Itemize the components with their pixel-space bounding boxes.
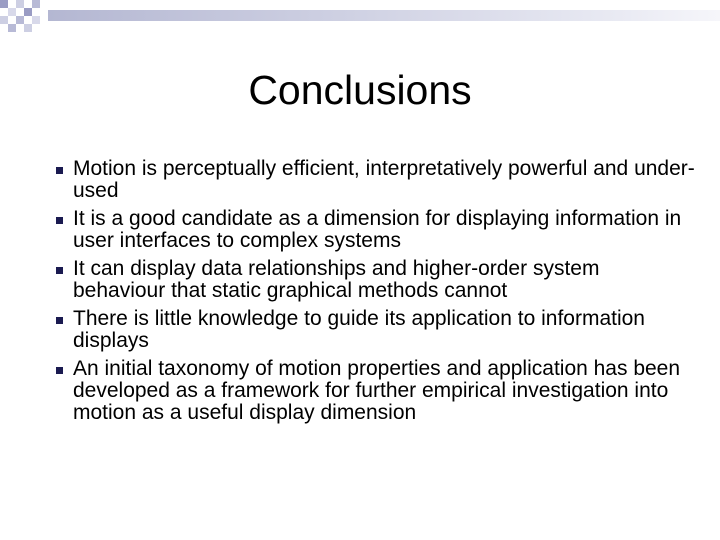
bullet-text: It is a good candidate as a dimension for displaying information in user interfaces to complex systems <box>73 207 682 252</box>
slide-title: Conclusions <box>248 67 472 113</box>
bullet-item <box>56 358 696 424</box>
gradient-strip <box>48 10 720 21</box>
band-square <box>8 8 16 16</box>
band-square <box>32 0 40 8</box>
square-bullet-icon <box>56 167 63 174</box>
bullet-text: An initial taxonomy of motion properties and application has been developed as a framework for further empirical investigation into motion as a useful display dimension <box>73 357 681 424</box>
band-square <box>16 0 24 8</box>
square-bullet-icon <box>56 367 63 374</box>
band-square <box>24 8 32 16</box>
band-square <box>16 16 24 24</box>
bullet-list <box>56 158 696 430</box>
band-square <box>24 24 32 32</box>
decorative-header-band <box>0 0 720 40</box>
bullet-text: There is little knowledge to guide its application to information displays <box>73 307 645 352</box>
bullet-item <box>56 258 696 302</box>
square-bullet-icon <box>56 217 63 224</box>
band-square <box>8 24 16 32</box>
square-bullet-icon <box>56 267 63 274</box>
band-square <box>32 16 40 24</box>
band-square <box>0 0 8 8</box>
bullet-item <box>56 158 696 202</box>
bullet-text: It can display data relationships and higher-order system behaviour that static graphical methods cannot <box>73 257 600 302</box>
band-square <box>0 16 8 24</box>
bullet-item <box>56 208 696 252</box>
bullet-item <box>56 308 696 352</box>
square-bullet-icon <box>56 317 63 324</box>
bullet-text: Motion is perceptually efficient, interpretatively powerful and under-used <box>73 157 695 202</box>
